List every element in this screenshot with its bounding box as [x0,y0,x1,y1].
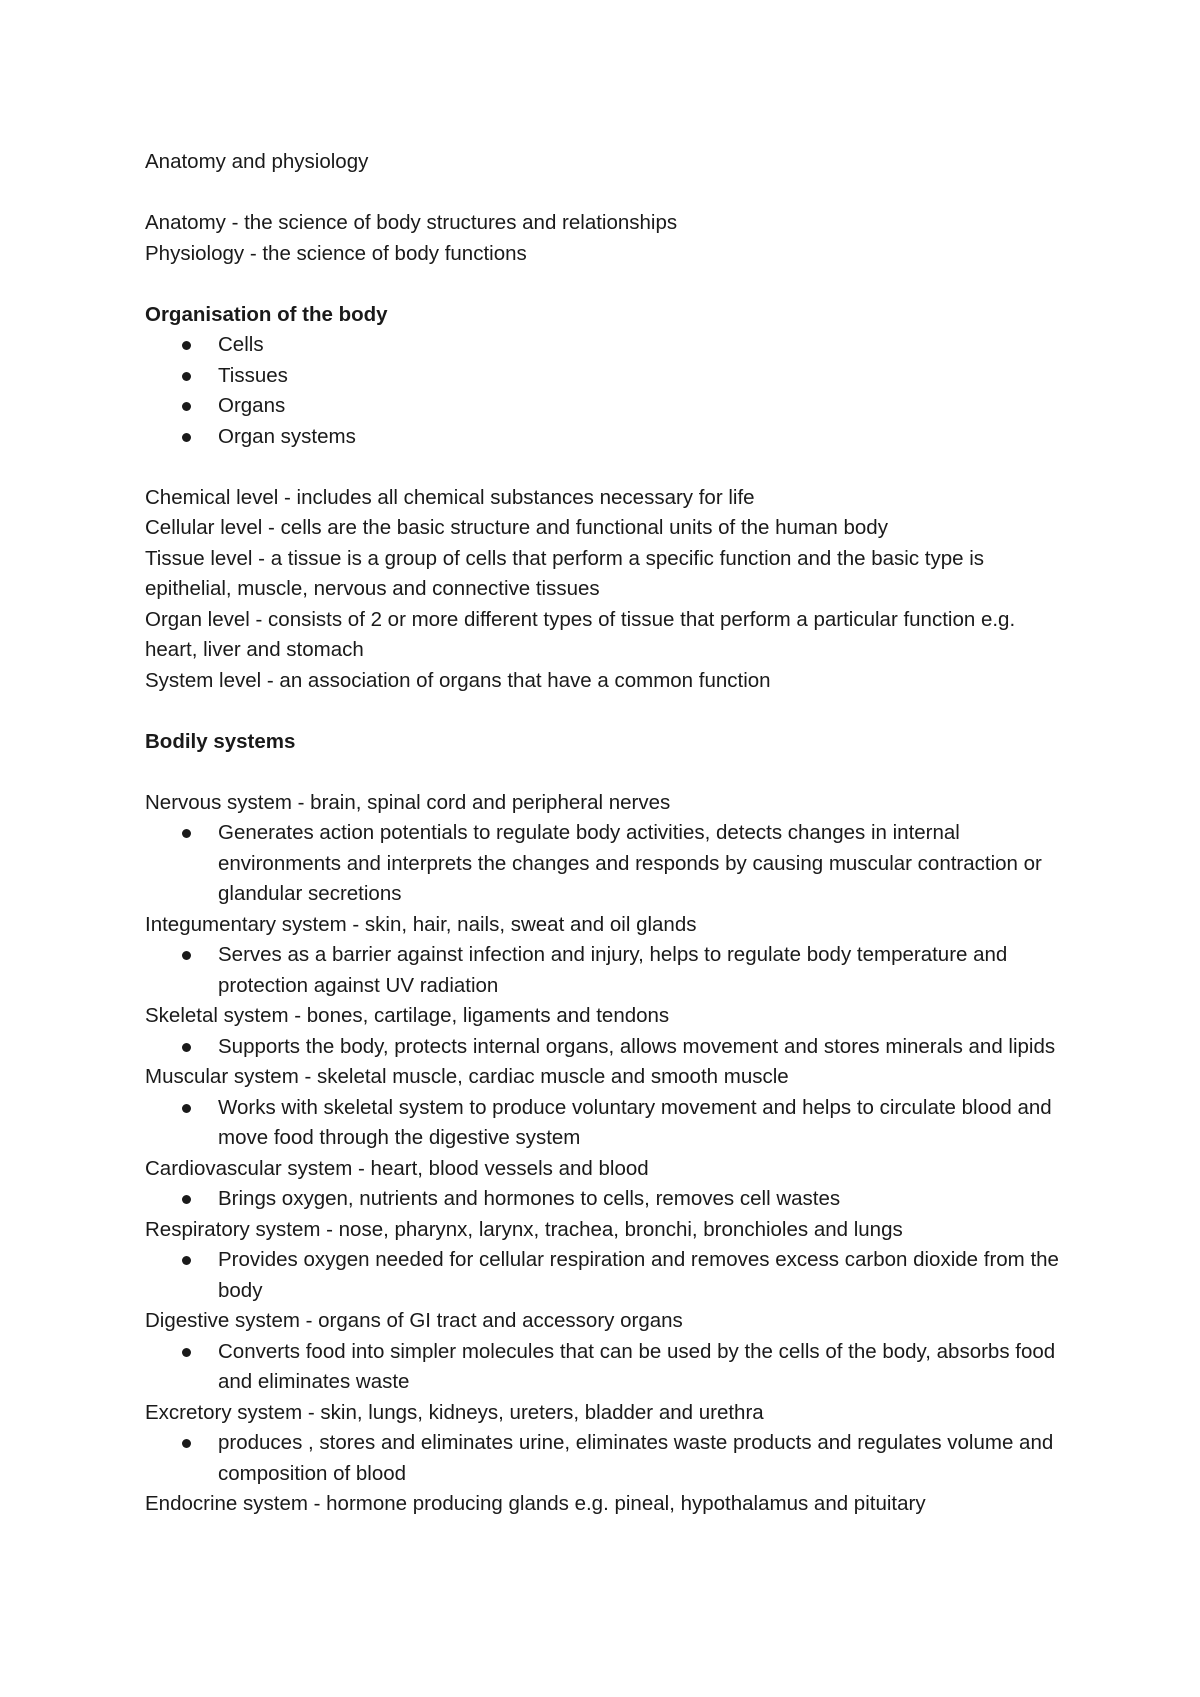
level-cellular: Cellular level - cells are the basic structure and functional units of the human body [145,516,888,539]
system-digestive-desc-list [145,1337,1080,1398]
system-cardiovascular-desc-list [145,1184,1080,1215]
system-excretory-desc-list [145,1428,1080,1489]
system-digestive: Digestive system - organs of GI tract and accessory organs [145,1309,683,1332]
list-item: Supports the body, protects internal organs, allows movement and stores minerals and lipids [218,1032,1080,1063]
bullet-icon [182,829,191,838]
system-excretory: Excretory system - skin, lungs, kidneys, ureters, bladder and urethra [145,1400,764,1424]
bullet-icon [182,433,191,442]
level-chemical: Chemical level - includes all chemical substances necessary for life [145,485,755,509]
level-tissue: Tissue level - a tissue is a group of cells that perform a specific function and the basic type is epithelial, muscle, nervous and connective tissues [145,546,985,600]
list-item: Cells [218,330,1080,361]
bullet-icon [182,372,191,381]
list-item: Organs [218,391,1080,422]
list-item: Organ systems [218,422,1080,453]
level-system: System level - an association of organs that have a common function [145,668,771,692]
system-skeletal: Skeletal system - bones, cartilage, ligaments and tendons [145,1004,670,1027]
system-nervous: Nervous system - brain, spinal cord and peripheral nerves [145,790,671,814]
level-organ: Organ level - consists of 2 or more different types of tissue that perform a particular function e.g. heart, liver and stomach [145,607,1016,661]
bullet-icon [182,1043,191,1052]
bullet-icon [182,1348,191,1357]
list-item: Provides oxygen needed for cellular respiration and removes excess carbon dioxide from the body [218,1245,1080,1306]
system-respiratory: Respiratory system - nose, pharynx, larynx, trachea, bronchi, bronchioles and lungs [145,1217,903,1241]
system-integumentary-desc-list [145,940,1080,1001]
definition-anatomy: Anatomy - the science of body structures and relationships [145,211,678,234]
list-item: Converts food into simpler molecules that can be used by the cells of the body, absorbs food and eliminates waste [218,1337,1080,1398]
system-skeletal-desc-list [145,1032,1080,1063]
organisation-list [145,330,1080,452]
organisation-heading: Organisation of the body [145,302,388,326]
doc-title: Anatomy and physiology [145,150,369,173]
bullet-icon [182,1104,191,1113]
system-muscular: Muscular system - skeletal muscle, cardiac muscle and smooth muscle [145,1065,789,1088]
bullet-icon [182,402,191,411]
system-endocrine: Endocrine system - hormone producing glands e.g. pineal, hypothalamus and pituitary [145,1492,926,1515]
bullet-icon [182,1439,191,1448]
bullet-icon [182,951,191,960]
systems-heading: Bodily systems [145,729,296,753]
bullet-icon [182,1256,191,1265]
list-item: Brings oxygen, nutrients and hormones to cells, removes cell wastes [218,1184,1080,1215]
list-item: Tissues [218,361,1080,392]
system-integumentary: Integumentary system - skin, hair, nails, sweat and oil glands [145,912,697,936]
list-item: produces , stores and eliminates urine, eliminates waste products and regulates volume and composition of blood [218,1428,1080,1489]
list-item: Works with skeletal system to produce voluntary movement and helps to circulate blood and move food through the digestive system [218,1093,1080,1154]
system-respiratory-desc-list [145,1245,1080,1306]
definition-physiology: Physiology - the science of body functions [145,241,527,265]
bullet-icon [182,1195,191,1204]
list-item: Generates action potentials to regulate body activities, detects changes in internal environments and interprets the changes and responds by causing muscular contraction or glandular secretions [218,818,1080,910]
system-cardiovascular: Cardiovascular system - heart, blood vessels and blood [145,1156,649,1180]
list-item: Serves as a barrier against infection and injury, helps to regulate body temperature and protection against UV radiation [218,940,1080,1001]
system-nervous-desc-list [145,818,1080,910]
system-muscular-desc-list [145,1093,1080,1154]
bullet-icon [182,341,191,350]
